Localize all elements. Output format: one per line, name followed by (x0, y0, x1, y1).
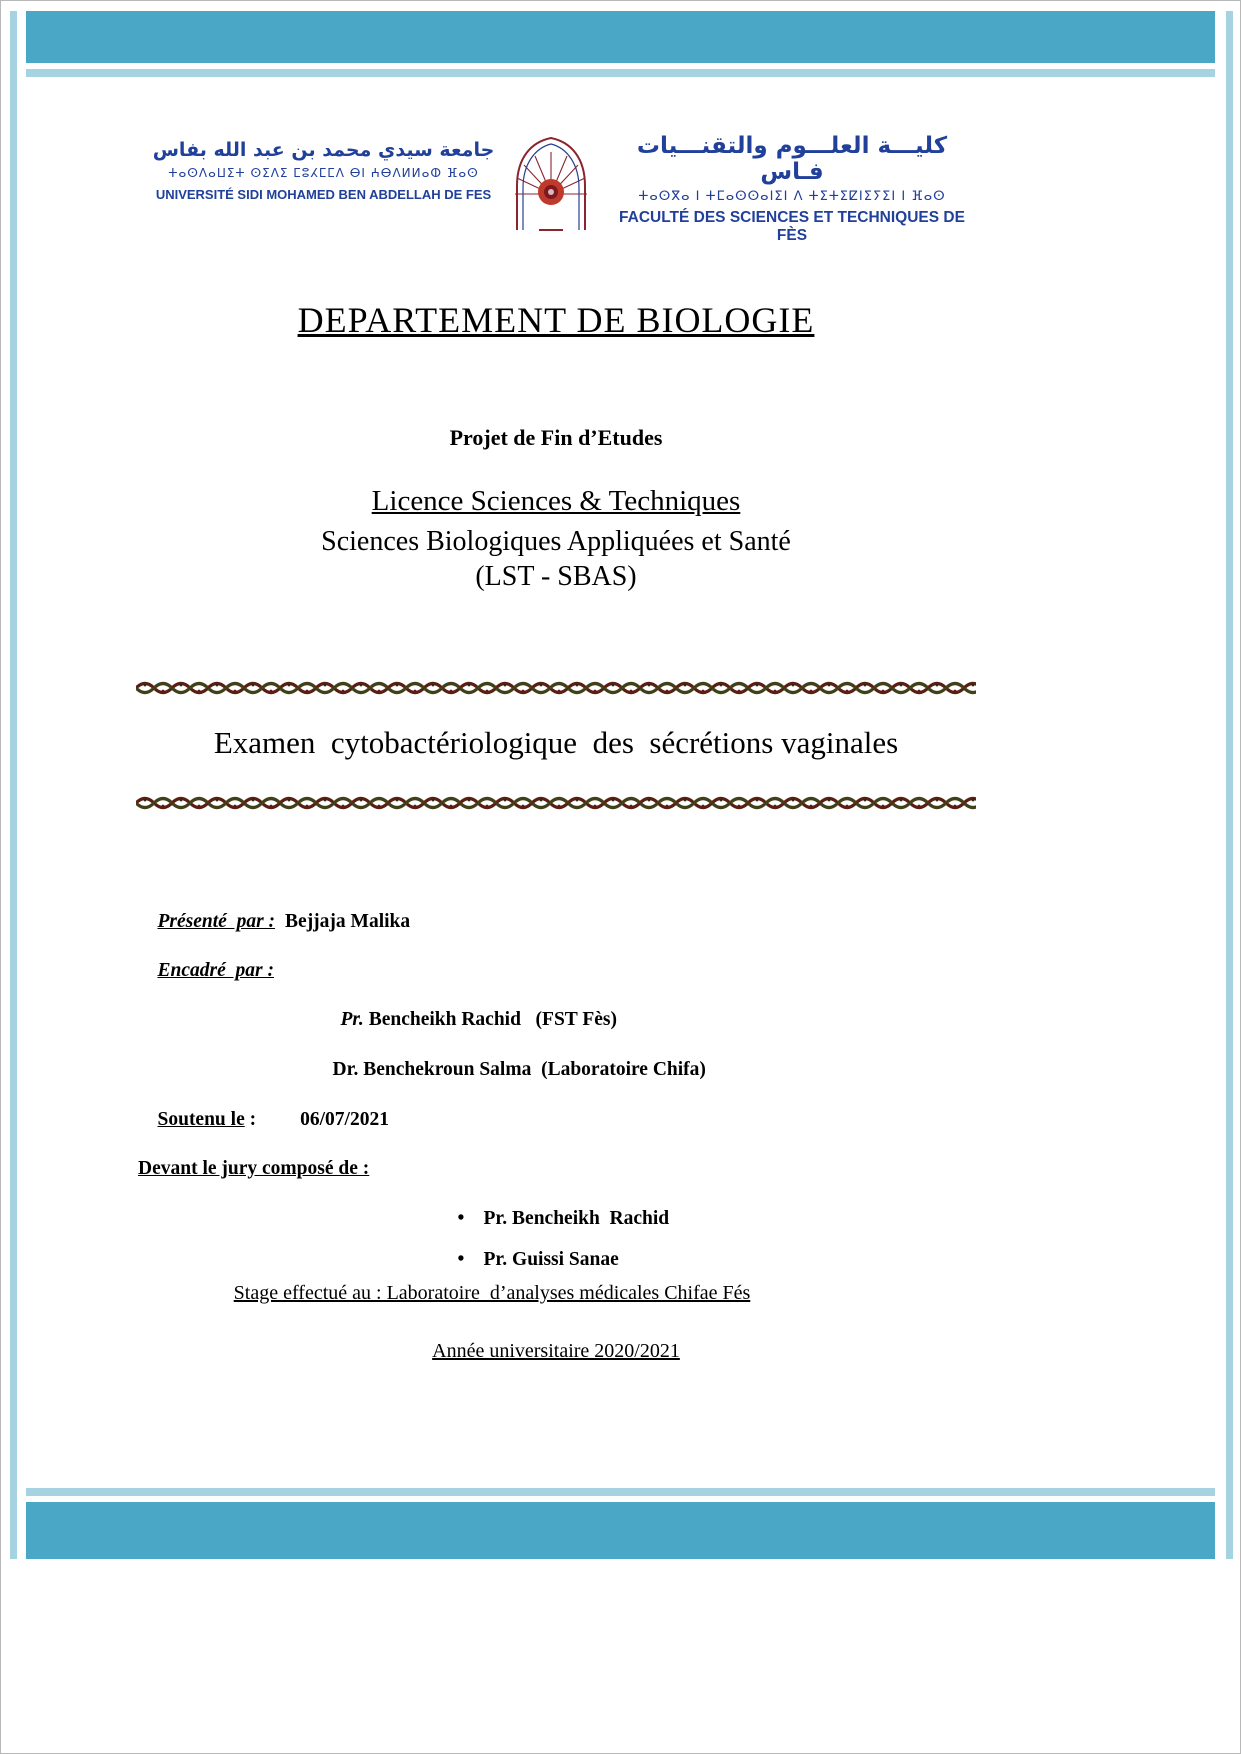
defense-date-row (138, 1087, 389, 1153)
supervisor-1-title: Pr. (340, 1009, 364, 1030)
presented-by-label: Présenté par : (157, 911, 276, 932)
vine-divider-bottom-icon (136, 796, 976, 810)
university-name-arabic: جامعة سيدي محمد بن عبد الله بفاس (152, 139, 495, 161)
university-emblem-icon (509, 134, 593, 234)
thesis-title: Examen cytobactériologique des sécrétions vaginales (213, 725, 899, 760)
left-border-strip (10, 11, 17, 1559)
supervisor-2-name: Benchekroun Salma (Laboratoire Chifa) (358, 1059, 706, 1080)
bottom-border-bar (26, 1502, 1215, 1559)
jury-member-2-name: Pr. Guissi Sanae (483, 1249, 619, 1270)
top-border-line (26, 69, 1215, 77)
faculty-name-arabic: كليـــة العلـــوم والتقنـــيات فـاس (636, 133, 948, 185)
academic-year: Année universitaire 2020/2021 (432, 1340, 680, 1362)
university-name-french: UNIVERSITÉ SIDI MOHAMED BEN ABDELLAH DE FES (155, 187, 492, 202)
defense-date-label: Soutenu le (157, 1109, 245, 1130)
supervised-by-row (138, 938, 274, 1004)
bullet-icon: • (457, 1249, 465, 1270)
bottom-border-line (26, 1488, 1215, 1496)
department-title: DEPARTEMENT DE BIOLOGIE (297, 300, 815, 340)
faculty-name-french: FACULTÉ DES SCIENCES ET TECHNIQUES DE FÈS (619, 209, 965, 244)
university-header-left (136, 139, 511, 202)
degree-line-3: (LST - SBAS) (475, 561, 637, 592)
project-type: Projet de Fin d’Etudes (449, 425, 663, 450)
supervisor-2-title: Dr. (332, 1059, 359, 1080)
university-header-right (603, 133, 981, 245)
university-name-tifinagh: ⵜⴰⵙⴷⴰⵡⵉⵜ ⵙⵉⴷⵉ ⵎⵓⵃⵎⵎⴷ ⴱⵏ ⵄⴱⴷⵍⵍⴰⵀ ⴼⴰⵙ (168, 166, 479, 180)
defense-date-value: 06/07/2021 (300, 1109, 389, 1130)
presented-by-name: Bejjaja Malika (285, 911, 411, 932)
right-border-strip (1226, 11, 1233, 1559)
internship-location: Stage effectué au : Laboratoire d’analyses médicales Chifae Fés (233, 1282, 751, 1304)
jury-heading: Devant le jury composé de : (138, 1158, 370, 1179)
faculty-name-tifinagh: ⵜⴰⵙⴳⴰ ⵏ ⵜⵎⴰⵙⵙⴰⵏⵉⵏ ⴷ ⵜⵉⵜⵉⵇⵏⵉⵢⵉⵏ ⵏ ⴼⴰⵙ (638, 189, 946, 204)
degree-line-1: Licence Sciences & Techniques (371, 485, 741, 517)
top-border-bar (26, 11, 1215, 63)
supervisor-1-name: Bencheikh Rachid (FST Fès) (363, 1009, 617, 1030)
vine-divider-top-icon (136, 681, 976, 695)
defense-date-colon: : (244, 1109, 257, 1130)
bullet-icon: • (457, 1208, 465, 1229)
supervised-by-label: Encadré par : (157, 960, 274, 981)
jury-member-1-name: Pr. Bencheikh Rachid (483, 1208, 670, 1229)
degree-line-2: Sciences Biologiques Appliquées et Santé (321, 526, 791, 557)
